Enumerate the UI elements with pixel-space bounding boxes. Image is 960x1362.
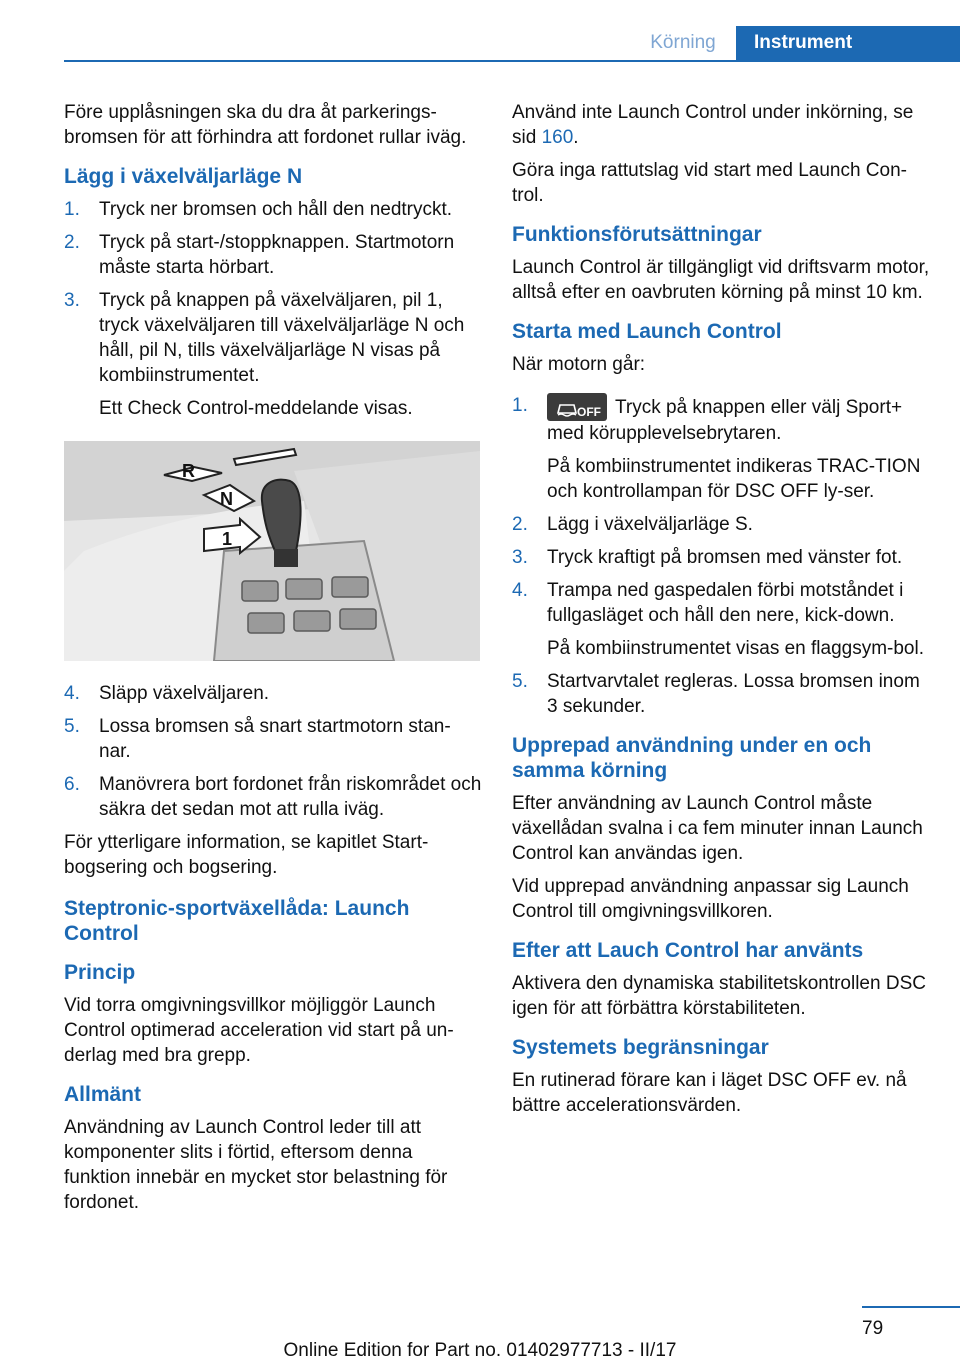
list-item [512,545,930,570]
chapter-tab[interactable]: Instrument [736,26,960,62]
heading-princip: Princip [64,961,136,984]
dsc-off-button-icon [547,393,607,421]
inkorning-period: . [573,127,579,148]
list-item [512,578,930,661]
steps-list-b [64,681,482,822]
step-text: Tryck på knappen på växelväljaren, pil 1, tryck växelväljaren till växelväljarläge N och håll, pil N, tills växelväljarläge N visas på kombiinstrumentet. [99,290,465,386]
intro-paragraph: Före upplåsningen ska du dra åt parkerings-bromsen för att förhindra att fordonet rullar iväg. [64,102,467,148]
label-n: N [220,489,233,509]
step-number: 1. [64,199,80,220]
step-subtext: På kombiinstrumentet visas en flaggsym-bol. [547,638,924,659]
begransningar-paragraph: En rutinerad förare kan i läget DSC OFF ev. nå bättre accelerationsvärden. [512,1070,907,1116]
heading-upprepad: Upprepad användning under en och samma körning [512,734,872,782]
step-text: Lägg i växelväljarläge S. [547,514,753,535]
header-rule [64,60,960,62]
list-item [64,230,482,280]
list-item [512,669,930,719]
step-text: Tryck på knappen eller välj Sport+ med körupplevelsebrytaren. [547,397,903,444]
step-number: 6. [64,774,80,795]
heading-starta: Starta med Launch Control [512,320,782,343]
heading-efter: Efter att Lauch Control har använts [512,939,864,962]
list-item [512,512,930,537]
step-subtext: På kombiinstrumentet indikeras TRAC-TION och kontrollampan för DSC OFF ly-ser. [547,456,921,502]
step-number: 5. [512,671,528,692]
step-number: 2. [512,514,528,535]
list-item [64,714,482,764]
label-r: R [182,461,195,481]
edition-footer: Online Edition for Part no. 01402977713 - II/17 [283,1340,677,1361]
step-text: Manövrera bort fordonet från riskområdet och säkra det sedan mot att rulla iväg. [99,774,482,820]
more-info-paragraph: För ytterligare information, se kapitlet Start-bogsering och bogsering. [64,832,429,878]
step-number: 1. [512,395,528,416]
list-item [64,288,482,421]
starta-steps-list [512,393,930,719]
step-number: 4. [512,580,528,601]
footer-rule [862,1306,960,1308]
forutsattningar-paragraph: Launch Control är tillgängligt vid driftsvarm motor, alltså efter en oavbruten körning på minst 10 km. [512,257,930,303]
list-item [512,393,930,504]
gear-selector-illustration [64,441,480,661]
steps-list-a [64,197,482,421]
step-number: 3. [64,290,80,311]
step-number: 5. [64,716,80,737]
step-text: Startvarvtalet regleras. Lossa bromsen inom 3 sekunder. [547,671,920,717]
inkorning-text: Använd inte Launch Control under inkörning, se sid [512,102,914,148]
inkorning-paragraph [512,100,930,150]
label-one: 1 [222,529,233,549]
starta-intro: När motorn går: [512,354,646,375]
list-item [64,772,482,822]
list-item [64,197,482,222]
efter-paragraph: Aktivera den dynamiska stabilitetskontrollen DSC igen för att förbättra körstabiliteten. [512,973,926,1019]
step-text: Tryck kraftigt på bromsen med vänster fot. [547,547,903,568]
gear-selector-drawing [64,441,480,661]
right-column [512,100,930,1126]
heading-forutsattningar: Funktionsförutsättningar [512,223,762,246]
step-text: Släpp växelväljaren. [99,683,270,704]
ratt-paragraph: Göra inga rattutslag vid start med Launch Con-trol. [512,160,907,206]
step-number: 3. [512,547,528,568]
section-label[interactable]: Körning [650,32,716,53]
page-number: 79 [862,1318,884,1339]
step-number: 4. [64,683,80,704]
heading-allmant: Allmänt [64,1083,142,1106]
upprepad-paragraph-2: Vid upprepad användning anpassar sig Launch Control till omgivningsvillkoren. [512,876,909,922]
step-text: Tryck på start-/stoppknappen. Startmotorn måste starta hörbart. [99,232,455,278]
page-header [0,0,960,62]
princip-paragraph: Vid torra omgivningsvillkor möjliggör Launch Control optimerad acceleration vid start på un-derlag med bra grepp. [64,995,454,1066]
left-column [64,100,482,1223]
list-item [64,681,482,706]
heading-begransningar: Systemets begränsningar [512,1036,769,1059]
step-text: Tryck ner bromsen och håll den nedtryckt. [99,199,453,220]
allmant-paragraph: Användning av Launch Control leder till att komponenter slits i förtid, eftersom denna funktion innebär en mycket stor belastning för fordonet. [64,1117,448,1213]
step-text: Trampa ned gaspedalen förbi motståndet i fullgasläget och håll den nere, kick-down. [547,580,904,626]
step-number: 2. [64,232,80,253]
upprepad-paragraph-1: Efter användning av Launch Control måste växellådan svalna i ca fem minuter innan Launch Control kan användas igen. [512,793,923,864]
heading-steptronic: Steptronic-sportväxellåda: Launch Control [64,897,410,945]
step-subtext: Ett Check Control-meddelande visas. [99,398,413,419]
dsc-off-label: OFF [577,405,601,419]
step-text: Lossa bromsen så snart startmotorn stan-nar. [99,716,451,762]
heading-gear-n: Lägg i växelväljarläge N [64,165,303,188]
page-reference-link[interactable]: 160 [541,127,574,148]
